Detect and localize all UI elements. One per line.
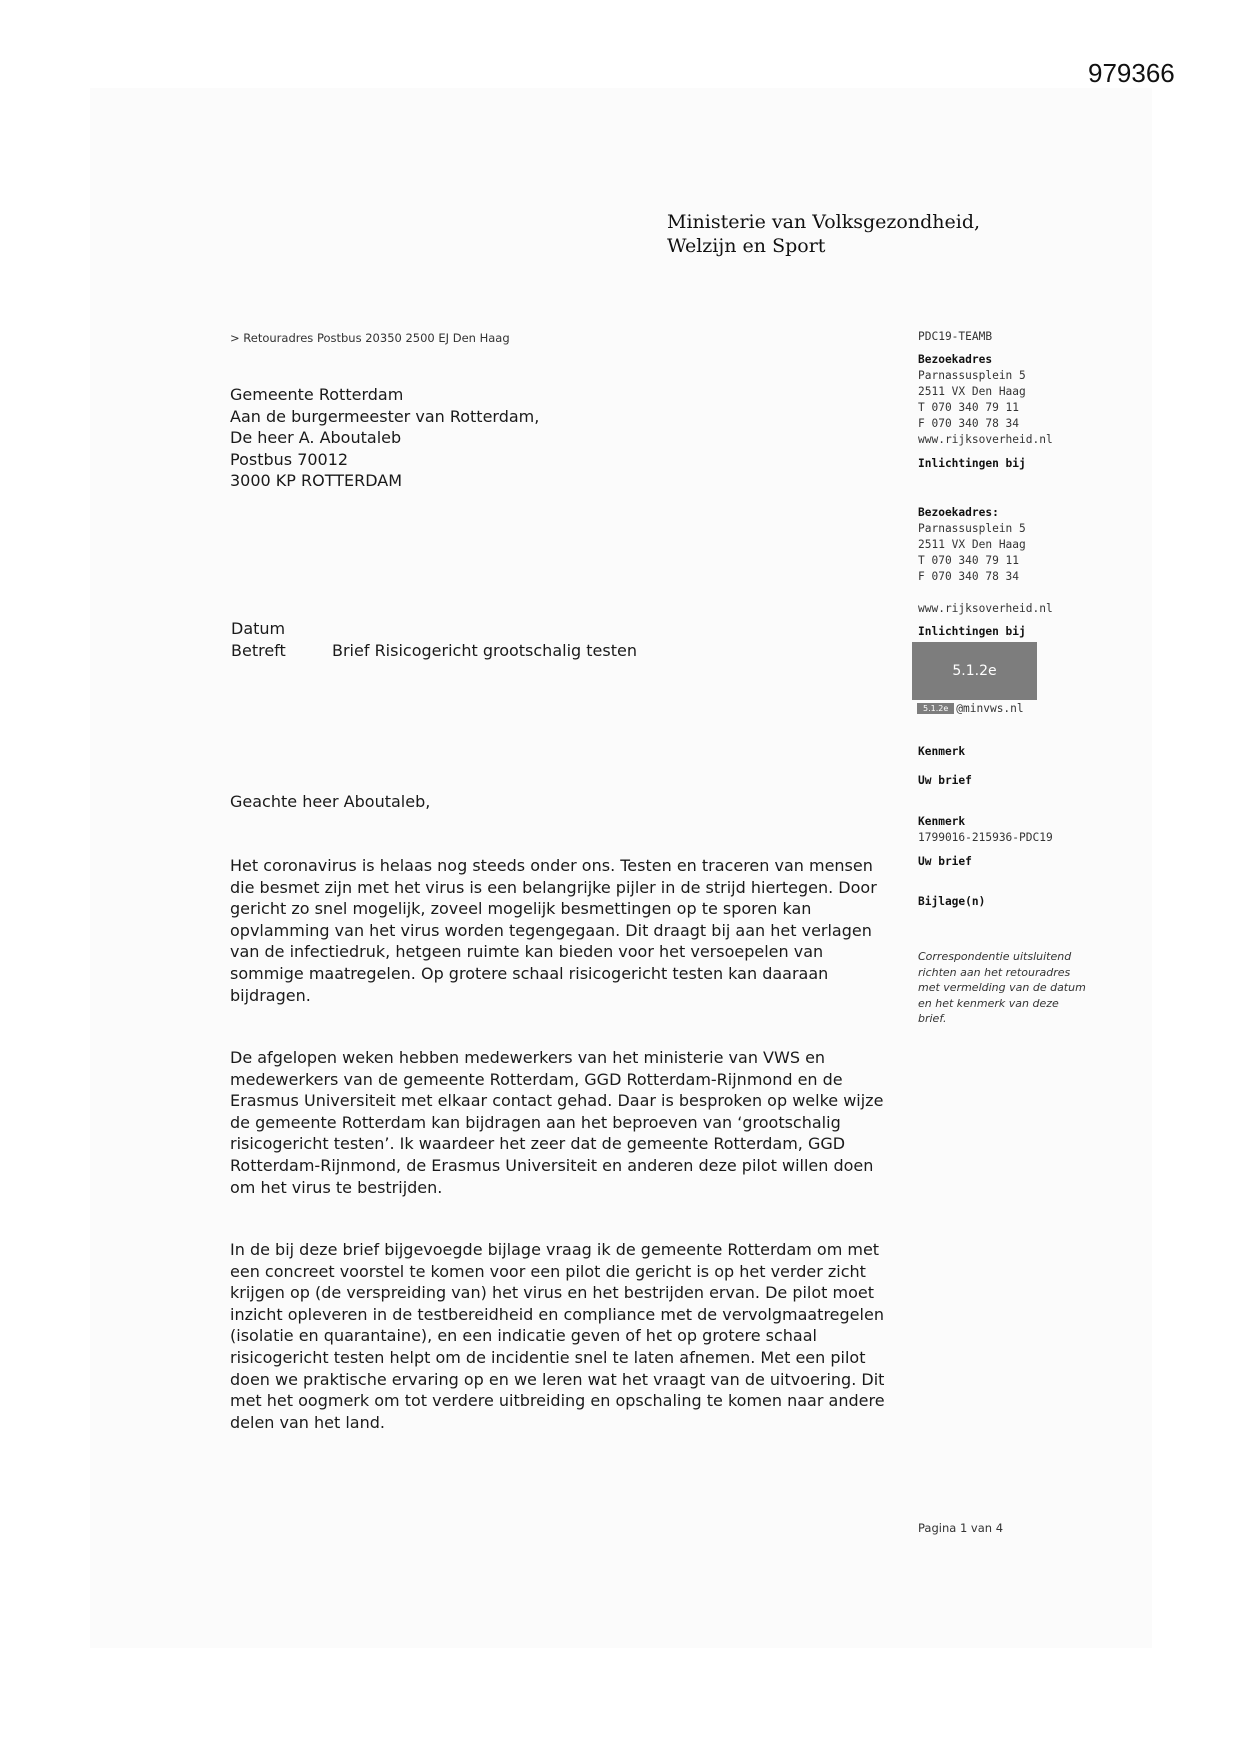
paragraph-line: een concreet voorstel te komen voor een pilot die gericht is op het verder zicht — [230, 1261, 866, 1281]
paragraph-line: van de infectiedruk, hetgeen ruimte kan bieden voor het versoepelen van — [230, 942, 824, 962]
visit-address-label: Bezoekadres — [918, 353, 993, 366]
correspondence-line: brief. — [918, 1012, 947, 1025]
body-paragraph-1 — [230, 855, 910, 1006]
kenmerk-label-2: Kenmerk — [918, 815, 966, 828]
visit-address-line: Parnassusplein 5 — [918, 522, 1026, 535]
recipient-line: De heer A. Aboutaleb — [230, 428, 402, 448]
visit-address-line: 2511 VX Den Haag — [918, 385, 1026, 398]
ministry-logo-text — [667, 210, 980, 258]
paragraph-line: bijdragen. — [230, 985, 311, 1005]
subject-row — [231, 640, 637, 662]
recipient-line: 3000 KP ROTTERDAM — [230, 471, 403, 491]
visit-address-label-2: Bezoekadres: — [918, 506, 999, 519]
redaction-inline: 5.1.2e — [917, 703, 954, 714]
kenmerk-value: 1799016-215936-PDC19 — [918, 831, 1053, 844]
paragraph-line: gericht zo snel mogelijk, zoveel mogelijk besmettingen op te sporen kan — [230, 899, 812, 919]
correspondence-line: Correspondentie uitsluitend — [918, 950, 1072, 963]
info-label-2: Inlichtingen bij — [918, 625, 1026, 638]
paragraph-line: die besmet zijn met het virus is een belangrijke pijler in de strijd hiertegen. Door — [230, 877, 877, 897]
paragraph-line: krijgen op (de verspreiding van) het virus en het bestrijden ervan. De pilot moet — [230, 1283, 875, 1303]
kenmerk-label: Kenmerk — [918, 745, 966, 758]
visit-address-line: F 070 340 78 34 — [918, 417, 1020, 430]
recipient-line: Postbus 70012 — [230, 449, 349, 469]
email-domain: @minvws.nl — [956, 702, 1024, 715]
paragraph-line: (isolatie en quarantaine), en een indicatie geven of het op grotere schaal — [230, 1326, 817, 1346]
body-paragraph-2 — [230, 1047, 910, 1198]
subject-value: Brief Risicogericht grootschalig testen — [332, 640, 637, 660]
salutation: Geachte heer Aboutaleb, — [230, 792, 431, 811]
ministry-line-1: Ministerie van Volksgezondheid, — [667, 211, 981, 233]
correspondence-line: richten aan het retouradres — [918, 965, 1071, 979]
paragraph-line: In de bij deze brief bijgevoegde bijlage vraag ik de gemeente Rotterdam om met — [230, 1240, 880, 1259]
your-letter-label: Uw brief — [918, 774, 972, 787]
recipient-line: Aan de burgermeester van Rotterdam, — [230, 406, 540, 426]
paragraph-line: Rotterdam-Rijnmond, de Erasmus Universiteit en anderen deze pilot willen doen — [230, 1155, 874, 1175]
correspondence-line: en het kenmerk van deze — [918, 996, 1059, 1010]
ministry-line-2: Welzijn en Sport — [667, 235, 826, 257]
visit-address-line: F 070 340 78 34 — [918, 570, 1020, 583]
team-code: PDC19-TEAMB — [918, 330, 993, 343]
paragraph-line: opvlamming van het virus worden tegengegaan. Dit draagt bij aan het verlagen — [230, 920, 872, 940]
letter-meta — [231, 618, 637, 661]
return-address: > Retouradres Postbus 20350 2500 EJ Den Haag — [230, 331, 510, 345]
visit-address-line: T 070 340 79 11 — [918, 401, 1020, 414]
paragraph-line: inzicht opleveren in de testbereidheid en compliance met de vervolgmaatregelen — [230, 1304, 884, 1324]
attachments-label: Bijlage(n) — [918, 895, 986, 908]
correspondence-line: met vermelding van de datum — [918, 981, 1086, 994]
paragraph-line: om het virus te bestrijden. — [230, 1177, 443, 1197]
paragraph-line: sommige maatregelen. Op grotere schaal risicogericht testen kan daaraan — [230, 963, 829, 983]
paragraph-line: met het oogmerk om tot verdere uitbreiding en opschaling te komen naar andere — [230, 1391, 885, 1411]
subject-label: Betreft — [231, 640, 286, 660]
date-label: Datum — [231, 619, 286, 638]
page-number: Pagina 1 van 4 — [918, 1521, 1004, 1535]
correspondence-note — [918, 949, 1086, 1027]
paragraph-line: de gemeente Rotterdam kan bijdragen aan het beproeven van ‘grootschalig — [230, 1112, 841, 1132]
info-label: Inlichtingen bij — [918, 457, 1026, 470]
your-letter-label-2: Uw brief — [918, 855, 972, 868]
paragraph-line: De afgelopen weken hebben medewerkers van het ministerie van VWS en — [230, 1048, 826, 1067]
visit-address-line: T 070 340 79 11 — [918, 554, 1020, 567]
redaction-block: 5.1.2e — [912, 642, 1037, 700]
recipient-address — [230, 384, 539, 492]
body-paragraph-3 — [230, 1239, 910, 1433]
paragraph-line: medewerkers van de gemeente Rotterdam, GGD Rotterdam-Rijnmond en de — [230, 1069, 843, 1089]
paragraph-line: risicogericht testen’. Ik waardeer het zeer dat de gemeente Rotterdam, GGD — [230, 1134, 846, 1154]
date-row — [231, 618, 637, 640]
paragraph-line: Erasmus Universiteit met elkaar contact gehad. Daar is besproken op welke wijze — [230, 1091, 884, 1111]
website-link-2: www.rijksoverheid.nl — [918, 602, 1053, 615]
visit-address-line: Parnassusplein 5 — [918, 369, 1026, 382]
paragraph-line: doen we praktische ervaring op en we leren wat het vraagt van de uitvoering. Dit — [230, 1369, 885, 1389]
visit-address-line: 2511 VX Den Haag — [918, 538, 1026, 551]
paragraph-line: delen van het land. — [230, 1412, 385, 1432]
website-link: www.rijksoverheid.nl — [918, 433, 1053, 446]
paragraph-line: risicogericht testen helpt om de incidentie snel te laten afnemen. Met een pilot — [230, 1347, 866, 1367]
document-id: 979366 — [1088, 58, 1175, 88]
paragraph-line: Het coronavirus is helaas nog steeds onder ons. Testen en traceren van mensen — [230, 856, 873, 875]
recipient-line: Gemeente Rotterdam — [230, 385, 404, 404]
contact-email — [918, 702, 1024, 715]
